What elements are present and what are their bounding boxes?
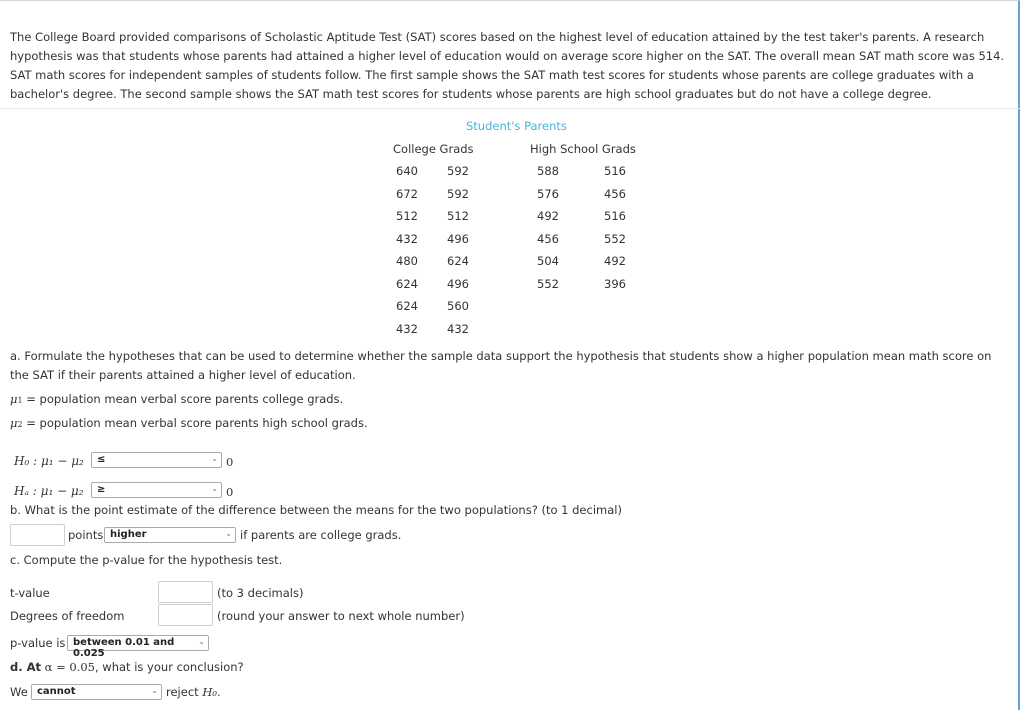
t-value-input[interactable]: [158, 581, 213, 603]
point-estimate-input[interactable]: [10, 524, 65, 546]
part-d-question: d. At α = 0.05, what is your conclusion?: [10, 660, 244, 674]
chevron-down-icon: ⌄: [225, 529, 232, 538]
we-label: We: [10, 685, 28, 699]
mu2-definition: μ2 = population mean verbal score parents high school grads.: [10, 416, 368, 430]
college-cell: 624: [447, 254, 469, 268]
header-high-school-grads: High School Grads: [530, 142, 636, 156]
high-cell: 588: [537, 164, 559, 178]
college-cell: 592: [447, 186, 469, 201]
high-cell: 516: [604, 164, 626, 178]
college-cell: 432: [396, 231, 418, 246]
high-cell: 516: [604, 209, 626, 223]
h0-value: 0: [226, 455, 234, 469]
college-cell: 432: [447, 321, 469, 336]
points-label: points: [68, 528, 104, 542]
college-cell: 512: [396, 209, 418, 223]
table-caption: Student's Parents: [466, 119, 567, 133]
chevron-down-icon: ⌄: [198, 637, 205, 646]
high-cell: 504: [537, 254, 559, 268]
college-cell: 672: [396, 186, 418, 201]
ha-value: 0: [226, 485, 234, 499]
high-cell: 396: [604, 276, 626, 291]
direction-select[interactable]: higher ⌄: [104, 527, 236, 543]
college-cell: 432: [396, 321, 418, 336]
college-cell: 496: [447, 231, 469, 246]
ha-operator-select[interactable]: ≥ ⌄: [91, 482, 222, 498]
college-cell: 640: [396, 164, 418, 178]
college-cell: 560: [447, 299, 469, 313]
high-cell: 456: [604, 186, 626, 201]
part-a-question: a. Formulate the hypotheses that can be used to determine whether the sample data support the hypothesis that students show a higher population mean math score on the SAT if their parents attained a higher level of education.: [10, 349, 992, 382]
df-hint: (round your answer to next whole number): [217, 609, 465, 623]
high-cell: 456: [537, 231, 559, 246]
df-label: Degrees of freedom: [10, 609, 125, 623]
high-cell: 552: [604, 231, 626, 246]
college-cell: 496: [447, 276, 469, 291]
problem-intro: The College Board provided comparisons of Scholastic Aptitude Test (SAT) scores based on the highest level of education attained by the test taker's parents. A research hypothesis was that students whose parents had attained a higher level of education would on average score higher on the SAT. The overall mean SAT math score was 514. SAT math scores for independent samples of students follow. The first sample shows the SAT math test scores for students whose parents are college graduates with a bachelor's degree. The second sample shows the SAT math test scores for students whose parents are high school graduates but do not have a college degree.: [10, 30, 1005, 101]
p-value-label: p-value is: [10, 636, 66, 650]
p-value-select[interactable]: between 0.01 and 0.025 ⌄: [67, 635, 209, 651]
df-input[interactable]: [158, 604, 213, 626]
high-cell: 492: [537, 209, 559, 223]
t-value-hint: (to 3 decimals): [217, 586, 304, 600]
college-cell: 480: [396, 254, 418, 268]
college-cell: 624: [396, 299, 418, 313]
h0-operator-select[interactable]: ≤ ⌄: [91, 452, 222, 468]
h0-expression: H₀ : μ₁ − μ₂: [14, 454, 84, 468]
college-cell: 624: [396, 276, 418, 291]
part-c-question: c. Compute the p-value for the hypothesis test.: [10, 553, 283, 567]
conclusion-select[interactable]: cannot ⌄: [31, 684, 162, 700]
chevron-down-icon: ⌄: [211, 454, 218, 463]
header-college-grads: College Grads: [393, 142, 474, 156]
t-value-label: t-value: [10, 586, 50, 600]
chevron-down-icon: ⌄: [211, 484, 218, 493]
high-cell: 492: [604, 254, 626, 268]
college-cell: 592: [447, 164, 469, 178]
part-b-question: b. What is the point estimate of the difference between the means for the two populations? (to 1 decimal): [10, 503, 622, 517]
mu1-definition: μ1 = population mean verbal score parents college grads.: [10, 392, 344, 406]
college-cell: 512: [447, 209, 469, 223]
divider: [0, 108, 1020, 109]
high-cell: 552: [537, 276, 559, 291]
direction-suffix: if parents are college grads.: [240, 528, 402, 542]
chevron-down-icon: ⌄: [151, 686, 158, 695]
conclusion-suffix: reject H₀.: [166, 685, 221, 699]
high-cell: 576: [537, 186, 559, 201]
ha-expression: Hₐ : μ₁ − μ₂: [14, 484, 84, 498]
